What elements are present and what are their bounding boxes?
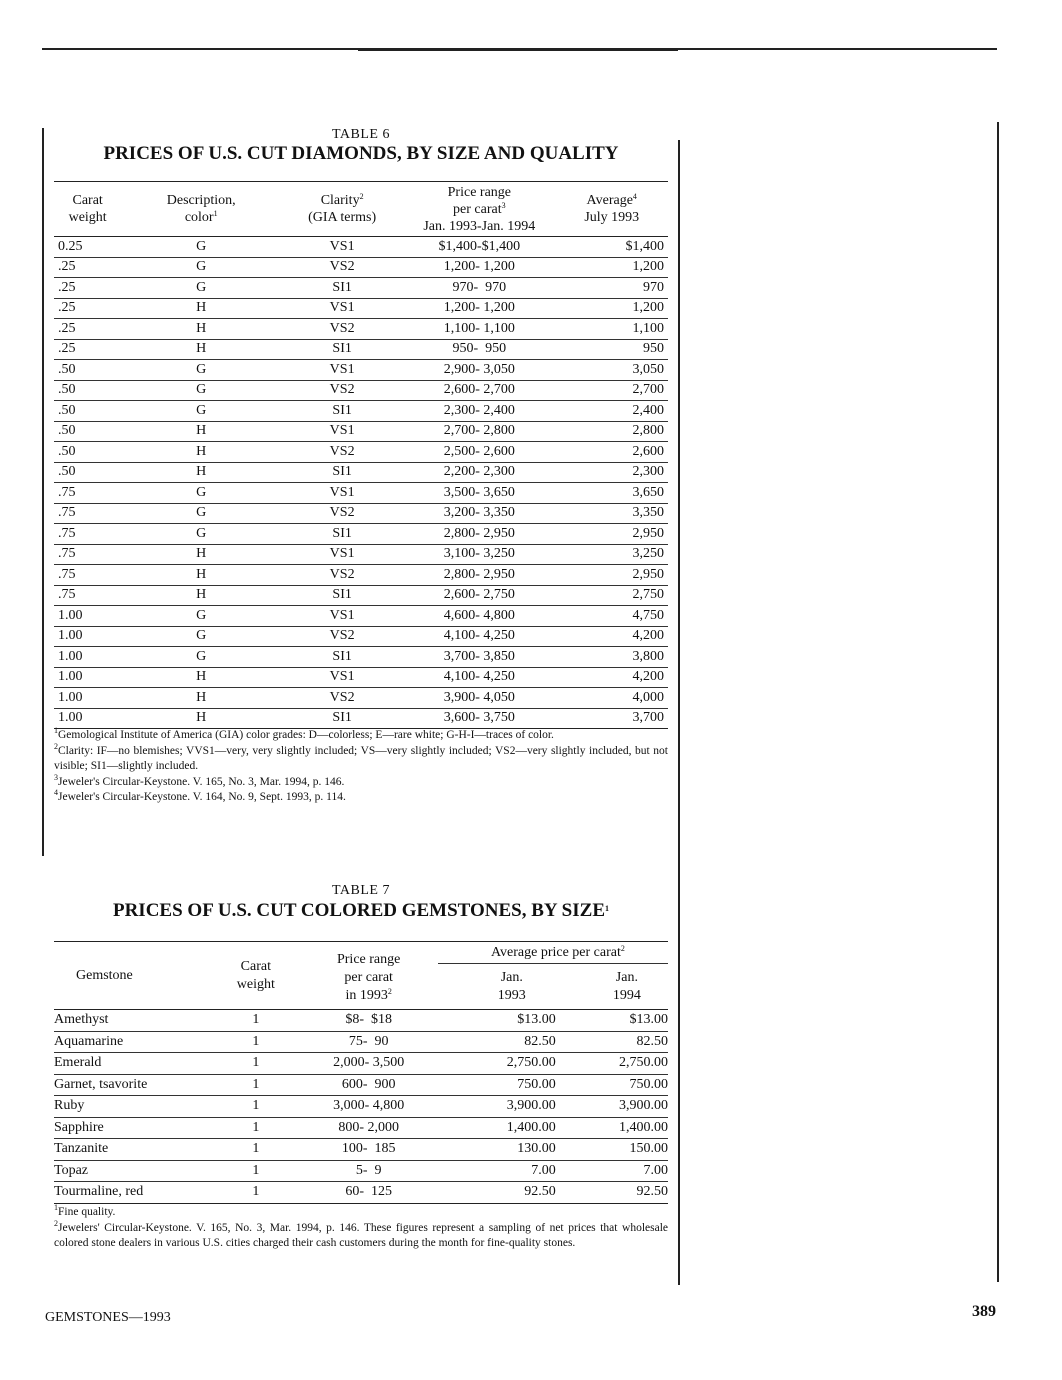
- table7-footnotes: [54, 1205, 668, 1252]
- color-cell: G: [196, 484, 207, 500]
- table-row: [54, 298, 668, 319]
- table-row: [54, 544, 668, 565]
- table-row: [54, 1053, 668, 1075]
- carat-cell: .25: [58, 279, 76, 295]
- price-range-cell: 4,100- 4,250: [443, 669, 515, 685]
- price-range-cell: 3,100- 3,250: [443, 546, 515, 562]
- price-range-cell: $8- $18: [345, 1012, 392, 1028]
- carat-cell: .75: [58, 566, 76, 582]
- table-row: [54, 483, 668, 504]
- carat-cell: .25: [58, 341, 76, 357]
- jan-1993-cell: 82.50: [524, 1033, 556, 1049]
- table-row: [54, 380, 668, 401]
- color-cell: H: [196, 710, 207, 726]
- col-average-group: Average price per carat$^2$: [438, 942, 668, 964]
- left-column-rule: [42, 128, 44, 856]
- table-row: [54, 708, 668, 729]
- table-row: [54, 1074, 668, 1096]
- carat-cell: .75: [58, 525, 76, 541]
- price-range-cell: 3,600- 3,750: [443, 710, 515, 726]
- carat-cell: .50: [58, 443, 76, 459]
- clarity-cell: VS1: [329, 546, 355, 562]
- table7-label: TABLE 7: [332, 883, 390, 898]
- average-cell: 1,100: [632, 320, 664, 336]
- gemstone-price-table: [54, 941, 668, 1204]
- carat-cell: 1.00: [58, 689, 83, 705]
- price-range-cell: 1,200- 1,200: [443, 259, 515, 275]
- color-cell: G: [196, 382, 207, 398]
- clarity-cell: SI1: [332, 402, 352, 418]
- page-number: 389: [972, 1303, 996, 1320]
- table-row: [54, 360, 668, 381]
- table-row: [54, 565, 668, 586]
- jan-1994-cell: 3,900.00: [619, 1098, 668, 1114]
- average-cell: 3,250: [632, 546, 664, 562]
- price-range-cell: 2,300- 2,400: [443, 402, 515, 418]
- table-row: [54, 1182, 668, 1204]
- average-cell: 3,650: [632, 484, 664, 500]
- table-row: [54, 462, 668, 483]
- jan-1993-cell: 7.00: [531, 1162, 556, 1178]
- average-cell: 4,000: [632, 689, 664, 705]
- carat-cell: .75: [58, 587, 76, 603]
- clarity-cell: VS2: [329, 689, 355, 705]
- clarity-cell: VS1: [329, 423, 355, 439]
- col-jan-1993: Jan. 1993: [497, 969, 526, 1003]
- price-range-cell: 3,700- 3,850: [443, 648, 515, 664]
- price-range-cell: 800- 2,000: [338, 1119, 399, 1135]
- color-cell: H: [196, 423, 207, 439]
- clarity-cell: SI1: [332, 525, 352, 541]
- carat-cell: 1.00: [58, 710, 83, 726]
- average-cell: 3,800: [632, 648, 664, 664]
- clarity-cell: SI1: [332, 710, 352, 726]
- price-range-cell: 5- 9: [355, 1162, 382, 1178]
- gemstone-cell: Garnet, tsavorite: [54, 1076, 148, 1092]
- table-row: [54, 1031, 668, 1053]
- clarity-cell: VS2: [329, 320, 355, 336]
- carat-cell: 1: [252, 1033, 260, 1049]
- carat-cell: .50: [58, 402, 76, 418]
- average-cell: 1,200: [632, 259, 664, 275]
- carat-cell: 1.00: [58, 669, 83, 685]
- price-range-cell: 3,200- 3,350: [443, 505, 515, 521]
- jan-1994-cell: 1,400.00: [619, 1119, 668, 1135]
- gemstone-cell: Ruby: [54, 1098, 85, 1114]
- carat-cell: .50: [58, 423, 76, 439]
- clarity-cell: VS2: [329, 382, 355, 398]
- color-cell: G: [196, 279, 207, 295]
- average-cell: 2,950: [632, 566, 664, 582]
- footnote: $^2$Clarity: IF—no blemishes; VVS1—very, very slightly included; VS—very slightly included; VS2—very slightly included, but not visible; SI1—slightly included.: [54, 741, 668, 772]
- col-average: Average$^4$ July 1993: [584, 192, 640, 225]
- gemstone-cell: Aquamarine: [54, 1033, 124, 1049]
- price-range-cell: $1,400-$1,400: [438, 238, 521, 254]
- table-row: [54, 421, 668, 442]
- average-cell: 2,700: [632, 382, 664, 398]
- carat-cell: .75: [58, 546, 76, 562]
- color-cell: G: [196, 607, 207, 623]
- gemstone-cell: Tanzanite: [54, 1141, 109, 1157]
- table-row: [54, 1160, 668, 1182]
- table-row: [54, 319, 668, 340]
- average-cell: 2,750: [632, 587, 664, 603]
- carat-cell: 1: [252, 1119, 260, 1135]
- color-cell: H: [196, 669, 207, 685]
- jan-1994-cell: 2,750.00: [619, 1055, 668, 1071]
- carat-cell: 1: [252, 1184, 260, 1200]
- table-row: [54, 688, 668, 709]
- col-price-range: Price range per carat in 1993$^2$: [336, 951, 401, 1003]
- average-cell: 4,200: [632, 669, 664, 685]
- carat-cell: 1.00: [58, 628, 83, 644]
- average-cell: 4,750: [632, 607, 664, 623]
- price-range-cell: 2,600- 2,750: [443, 587, 515, 603]
- table7-title: PRICES OF U.S. CUT COLORED GEMSTONES, BY SIZE$^1$: [112, 900, 609, 921]
- table-row: [54, 667, 668, 688]
- carat-cell: .50: [58, 361, 76, 377]
- jan-1993-cell: 750.00: [517, 1076, 556, 1092]
- price-range-cell: 75- 90: [348, 1033, 389, 1049]
- average-cell: 3,050: [632, 361, 664, 377]
- carat-cell: 1: [252, 1141, 260, 1157]
- top-rule-accent: [358, 48, 678, 51]
- gemstone-cell: Sapphire: [54, 1119, 104, 1135]
- clarity-cell: VS1: [329, 300, 355, 316]
- price-range-cell: 2,600- 2,700: [443, 382, 515, 398]
- footnote: $^1$Gemological Institute of America (GIA) color grades: D—colorless; E—rare white; G-H-I—traces of color.: [54, 726, 554, 741]
- price-range-cell: 970- 970: [452, 279, 507, 295]
- price-range-cell: 2,800- 2,950: [443, 566, 515, 582]
- col-jan-1994: Jan. 1994: [612, 969, 641, 1003]
- color-cell: G: [196, 525, 207, 541]
- clarity-cell: SI1: [332, 279, 352, 295]
- price-range-cell: 2,500- 2,600: [443, 443, 515, 459]
- color-cell: H: [196, 546, 207, 562]
- jan-1993-cell: $13.00: [517, 1012, 556, 1028]
- price-range-cell: 2,700- 2,800: [443, 423, 515, 439]
- table-row: [54, 257, 668, 278]
- carat-cell: .75: [58, 505, 76, 521]
- carat-cell: .75: [58, 484, 76, 500]
- table-row: [54, 647, 668, 668]
- clarity-cell: SI1: [332, 464, 352, 480]
- table-row: [54, 1139, 668, 1161]
- price-range-cell: 1,100- 1,100: [443, 320, 515, 336]
- carat-cell: .50: [58, 464, 76, 480]
- col-carat-weight: Carat weight: [236, 958, 275, 992]
- color-cell: H: [196, 320, 207, 336]
- color-cell: H: [196, 443, 207, 459]
- clarity-cell: VS2: [329, 566, 355, 582]
- price-range-cell: 950- 950: [452, 341, 507, 357]
- gemstone-cell: Topaz: [54, 1162, 89, 1178]
- average-cell: 2,600: [632, 443, 664, 459]
- price-range-cell: 2,000- 3,500: [333, 1055, 405, 1071]
- color-cell: G: [196, 505, 207, 521]
- clarity-cell: VS2: [329, 505, 355, 521]
- jan-1993-cell: 1,400.00: [506, 1119, 556, 1135]
- color-cell: G: [196, 648, 207, 664]
- average-cell: 2,400: [632, 402, 664, 418]
- jan-1994-cell: 750.00: [629, 1076, 668, 1092]
- carat-cell: 1: [252, 1076, 260, 1092]
- jan-1994-cell: 150.00: [629, 1141, 668, 1157]
- table-row: [54, 503, 668, 524]
- color-cell: H: [196, 300, 207, 316]
- jan-1993-cell: 3,900.00: [506, 1098, 556, 1114]
- average-cell: 2,300: [632, 464, 664, 480]
- gemstone-cell: Tourmaline, red: [54, 1184, 144, 1200]
- carat-cell: .50: [58, 382, 76, 398]
- color-cell: H: [196, 566, 207, 582]
- carat-cell: 1: [252, 1098, 260, 1114]
- price-range-cell: 1,200- 1,200: [443, 300, 515, 316]
- footnote: $^2$Jewelers' Circular-Keystone. V. 165, No. 3, Mar. 1994, p. 146. These figures represent a sampling of net prices that wholesale colored stone dealers in various U.S. cities charged their cash customers during the month for fine-quality stones.: [54, 1218, 668, 1249]
- table-row: [54, 524, 668, 545]
- average-cell: 970: [643, 279, 664, 295]
- gemstone-cell: Amethyst: [54, 1012, 109, 1028]
- color-cell: G: [196, 361, 207, 377]
- carat-cell: 1.00: [58, 648, 83, 664]
- clarity-cell: VS1: [329, 484, 355, 500]
- price-range-cell: 600- 900: [341, 1076, 396, 1092]
- price-range-cell: 3,000- 4,800: [333, 1098, 405, 1114]
- table6-footnotes: [54, 728, 668, 806]
- jan-1993-cell: 2,750.00: [506, 1055, 556, 1071]
- price-range-cell: 4,600- 4,800: [443, 607, 515, 623]
- average-cell: 3,350: [632, 505, 664, 521]
- carat-cell: 0.25: [58, 238, 83, 254]
- col-gemstone: Gemstone: [76, 967, 133, 983]
- clarity-cell: VS2: [329, 443, 355, 459]
- table-row: [54, 237, 668, 258]
- clarity-cell: VS1: [329, 238, 355, 254]
- table-row: [54, 401, 668, 422]
- clarity-cell: SI1: [332, 587, 352, 603]
- right-column-rule: [997, 122, 999, 1282]
- col-description-color: Description, color$^1$: [166, 193, 236, 225]
- col-carat-weight: Carat weight: [68, 193, 107, 225]
- color-cell: G: [196, 238, 207, 254]
- col-clarity: Clarity$^2$ (GIA terms): [308, 192, 377, 225]
- jan-1993-cell: 92.50: [524, 1184, 556, 1200]
- jan-1994-cell: 82.50: [636, 1033, 668, 1049]
- table-row: [54, 585, 668, 606]
- clarity-cell: VS2: [329, 259, 355, 275]
- average-cell: $1,400: [625, 238, 664, 254]
- carat-cell: 1: [252, 1055, 260, 1071]
- price-range-cell: 2,800- 2,950: [443, 525, 515, 541]
- table-row: [54, 1096, 668, 1118]
- footnote: $^4$Jeweler's Circular-Keystone. V. 164, No. 9, Sept. 1993, p. 114.: [54, 788, 346, 803]
- color-cell: G: [196, 402, 207, 418]
- price-range-cell: 3,900- 4,050: [443, 689, 515, 705]
- clarity-cell: SI1: [332, 648, 352, 664]
- footnote: $^1$Fine quality.: [54, 1203, 116, 1218]
- table-row: [54, 1010, 668, 1032]
- price-range-cell: 2,200- 2,300: [443, 464, 515, 480]
- table6-title: PRICES OF U.S. CUT DIAMONDS, BY SIZE AND QUALITY: [103, 143, 619, 164]
- color-cell: G: [196, 259, 207, 275]
- table-row: [54, 278, 668, 299]
- average-cell: 2,950: [632, 525, 664, 541]
- color-cell: H: [196, 341, 207, 357]
- price-range-cell: 2,900- 3,050: [443, 361, 515, 377]
- carat-cell: .25: [58, 300, 76, 316]
- jan-1994-cell: 92.50: [636, 1184, 668, 1200]
- average-cell: 3,700: [632, 710, 664, 726]
- running-footer: GEMSTONES—1993: [45, 1310, 171, 1325]
- clarity-cell: VS1: [329, 607, 355, 623]
- carat-cell: 1.00: [58, 607, 83, 623]
- carat-cell: 1: [252, 1012, 260, 1028]
- color-cell: H: [196, 587, 207, 603]
- color-cell: H: [196, 464, 207, 480]
- color-cell: G: [196, 628, 207, 644]
- clarity-cell: VS1: [329, 361, 355, 377]
- carat-cell: 1: [252, 1162, 260, 1178]
- average-cell: 4,200: [632, 628, 664, 644]
- footnote: $^3$Jeweler's Circular-Keystone. V. 165, No. 3, Mar. 1994, p. 146.: [54, 772, 345, 788]
- carat-cell: .25: [58, 259, 76, 275]
- col-price-range: Price range per carat$^3$ Jan. 1993-Jan. 1994: [423, 184, 536, 234]
- price-range-cell: 3,500- 3,650: [443, 484, 515, 500]
- average-cell: 950: [643, 341, 664, 357]
- price-range-cell: 60- 125: [345, 1184, 392, 1200]
- jan-1994-cell: 7.00: [643, 1162, 668, 1178]
- price-range-cell: 4,100- 4,250: [443, 628, 515, 644]
- table-row: [54, 626, 668, 647]
- price-range-cell: 100- 185: [341, 1141, 396, 1157]
- table-row: [54, 442, 668, 463]
- table-row: [54, 606, 668, 627]
- table6-label: TABLE 6: [332, 127, 390, 142]
- center-column-rule: [678, 140, 680, 1285]
- diamond-price-table: [54, 181, 668, 729]
- gemstone-cell: Emerald: [54, 1055, 102, 1071]
- color-cell: H: [196, 689, 207, 705]
- clarity-cell: VS1: [329, 669, 355, 685]
- carat-cell: .25: [58, 320, 76, 336]
- clarity-cell: VS2: [329, 628, 355, 644]
- clarity-cell: SI1: [332, 341, 352, 357]
- jan-1994-cell: $13.00: [629, 1012, 668, 1028]
- jan-1993-cell: 130.00: [517, 1141, 556, 1157]
- average-cell: 2,800: [632, 423, 664, 439]
- table-row: [54, 1117, 668, 1139]
- table-row: [54, 339, 668, 360]
- average-cell: 1,200: [632, 300, 664, 316]
